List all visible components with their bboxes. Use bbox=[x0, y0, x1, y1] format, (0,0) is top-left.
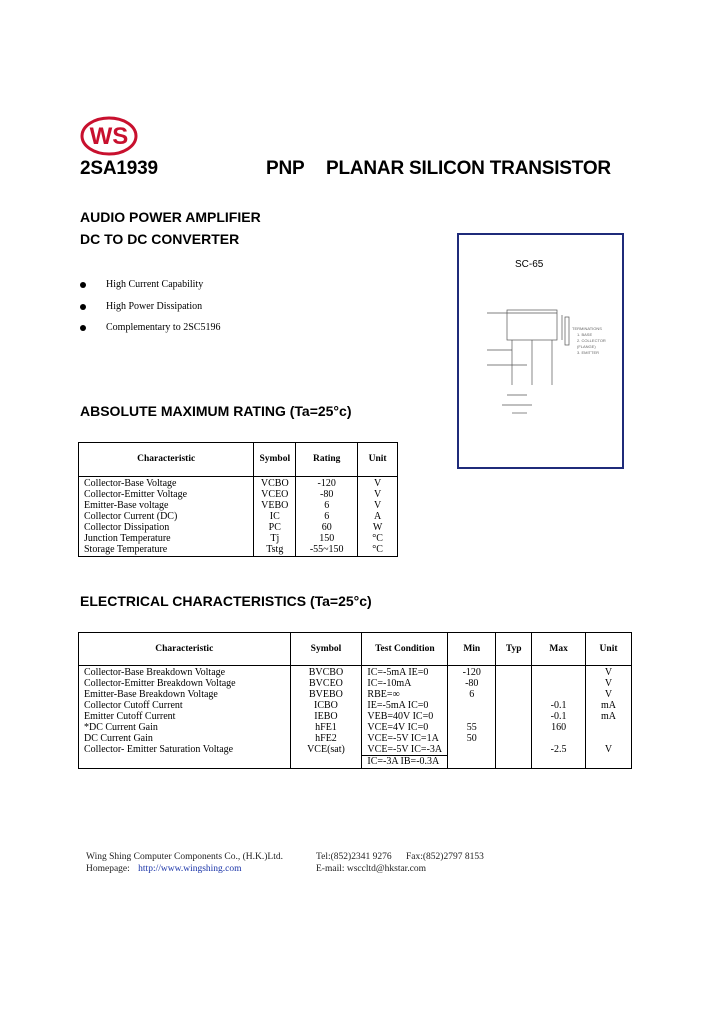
cell: V bbox=[586, 666, 632, 679]
elec-table bbox=[78, 632, 632, 769]
cell: IC=-10mA bbox=[362, 678, 448, 689]
footer-fax: Fax:(852)2797 8153 bbox=[406, 852, 484, 862]
bullet-icon bbox=[80, 282, 86, 288]
cell: Emitter Cutoff Current bbox=[79, 711, 291, 722]
table-row bbox=[79, 756, 632, 769]
cell bbox=[532, 756, 586, 769]
cell bbox=[532, 689, 586, 700]
cell: Tj bbox=[254, 533, 296, 544]
cell: 55 bbox=[448, 722, 496, 733]
cell: Collector Cutoff Current bbox=[79, 700, 291, 711]
cell: 160 bbox=[532, 722, 586, 733]
cell: Collector-Emitter Breakdown Voltage bbox=[79, 678, 291, 689]
column-header: Symbol bbox=[290, 633, 362, 666]
cell: IC=-3A IB=-0.3A bbox=[362, 756, 448, 769]
cell: BVCEO bbox=[290, 678, 362, 689]
footer-tel: Tel:(852)2341 9276 bbox=[316, 852, 392, 862]
company-logo bbox=[80, 116, 138, 156]
column-header: Unit bbox=[358, 443, 398, 477]
table-row bbox=[79, 722, 632, 733]
column-header: Max bbox=[532, 633, 586, 666]
cell: VEBO bbox=[254, 500, 296, 511]
table-row bbox=[79, 511, 398, 522]
package-name: SC-65 bbox=[515, 259, 544, 270]
table-row bbox=[79, 533, 398, 544]
cell: ICBO bbox=[290, 700, 362, 711]
cell: Collector-Base Voltage bbox=[79, 477, 254, 490]
cell: BVEBO bbox=[290, 689, 362, 700]
table-header-row bbox=[79, 443, 398, 477]
application-1: AUDIO POWER AMPLIFIER bbox=[80, 209, 261, 225]
cell: 60 bbox=[296, 522, 358, 533]
cell bbox=[532, 678, 586, 689]
cell: IEBO bbox=[290, 711, 362, 722]
column-header: Characteristic bbox=[79, 443, 254, 477]
cell bbox=[586, 733, 632, 744]
cell: VCE(sat) bbox=[290, 744, 362, 756]
cell: °C bbox=[358, 544, 398, 557]
cell: 6 bbox=[448, 689, 496, 700]
homepage-label: Homepage: bbox=[86, 864, 130, 874]
cell: -2.5 bbox=[532, 744, 586, 756]
cell: Collector- Emitter Saturation Voltage bbox=[79, 744, 291, 756]
package-outline-box bbox=[457, 233, 624, 469]
table-row bbox=[79, 689, 632, 700]
package-drawing-icon bbox=[467, 295, 617, 425]
table-row bbox=[79, 522, 398, 533]
cell bbox=[586, 722, 632, 733]
feature-item bbox=[80, 279, 203, 290]
cell: mA bbox=[586, 711, 632, 722]
cell: IC bbox=[254, 511, 296, 522]
cell: V bbox=[358, 489, 398, 500]
logo-text: WS bbox=[89, 123, 129, 150]
cell: V bbox=[586, 689, 632, 700]
cell: -80 bbox=[296, 489, 358, 500]
part-number: 2SA1939 bbox=[80, 158, 158, 179]
table-row bbox=[79, 733, 632, 744]
cell bbox=[448, 711, 496, 722]
column-header: Characteristic bbox=[79, 633, 291, 666]
cell: VCE=-5V IC=-3A bbox=[362, 744, 448, 756]
cell bbox=[79, 756, 291, 769]
cell: Storage Temperature bbox=[79, 544, 254, 557]
table-row bbox=[79, 489, 398, 500]
column-header: Unit bbox=[586, 633, 632, 666]
cell: VCE=-5V IC=1A bbox=[362, 733, 448, 744]
cell: BVCBO bbox=[290, 666, 362, 679]
abs-max-table bbox=[78, 442, 398, 557]
feature-text: High Power Dissipation bbox=[106, 301, 203, 312]
table-row bbox=[79, 544, 398, 557]
bullet-icon bbox=[80, 325, 86, 331]
footer-email[interactable]: E-mail: wsccltd@hkstar.com bbox=[316, 864, 427, 874]
svg-text:3. EMITTER: 3. EMITTER bbox=[577, 350, 600, 355]
cell bbox=[496, 678, 532, 689]
cell: V bbox=[586, 744, 632, 756]
cell: Collector Dissipation bbox=[79, 522, 254, 533]
cell bbox=[532, 733, 586, 744]
table-row bbox=[79, 666, 632, 679]
table-row bbox=[79, 500, 398, 511]
column-header: Typ bbox=[496, 633, 532, 666]
cell: -0.1 bbox=[532, 700, 586, 711]
feature-text: Complementary to 2SC5196 bbox=[106, 322, 221, 333]
cell: -120 bbox=[296, 477, 358, 490]
elec-title: ELECTRICAL CHARACTERISTICS (Ta=25°c) bbox=[80, 593, 372, 609]
table-row bbox=[79, 711, 632, 722]
cell bbox=[448, 756, 496, 769]
cell bbox=[496, 666, 532, 679]
cell: Emitter-Base voltage bbox=[79, 500, 254, 511]
cell: -80 bbox=[448, 678, 496, 689]
column-header: Min bbox=[448, 633, 496, 666]
column-header: Symbol bbox=[254, 443, 296, 477]
cell: VEB=40V IC=0 bbox=[362, 711, 448, 722]
cell: Emitter-Base Breakdown Voltage bbox=[79, 689, 291, 700]
cell: -0.1 bbox=[532, 711, 586, 722]
cell bbox=[496, 756, 532, 769]
cell: Junction Temperature bbox=[79, 533, 254, 544]
column-header: Test Condition bbox=[362, 633, 448, 666]
cell bbox=[496, 700, 532, 711]
cell: IE=-5mA IC=0 bbox=[362, 700, 448, 711]
application-2: DC TO DC CONVERTER bbox=[80, 231, 240, 247]
cell: °C bbox=[358, 533, 398, 544]
svg-text:2. COLLECTOR: 2. COLLECTOR bbox=[577, 338, 606, 343]
table-row bbox=[79, 744, 632, 756]
cell: VCE=4V IC=0 bbox=[362, 722, 448, 733]
cell: PC bbox=[254, 522, 296, 533]
table-row bbox=[79, 477, 398, 490]
cell: VCEO bbox=[254, 489, 296, 500]
cell: 50 bbox=[448, 733, 496, 744]
cell: DC Current Gain bbox=[79, 733, 291, 744]
abs-max-title: ABSOLUTE MAXIMUM RATING (Ta=25°c) bbox=[80, 403, 352, 419]
transistor-description: PLANAR SILICON TRANSISTOR bbox=[326, 158, 611, 179]
cell bbox=[496, 711, 532, 722]
ws-logo-icon bbox=[80, 116, 138, 156]
cell: hFE2 bbox=[290, 733, 362, 744]
feature-text: High Current Capability bbox=[106, 279, 204, 290]
cell bbox=[496, 744, 532, 756]
bullet-icon bbox=[80, 304, 86, 310]
column-header: Rating bbox=[296, 443, 358, 477]
cell: mA bbox=[586, 700, 632, 711]
cell bbox=[448, 744, 496, 756]
cell bbox=[448, 700, 496, 711]
svg-text:(FLANGE): (FLANGE) bbox=[577, 344, 596, 349]
table-row bbox=[79, 700, 632, 711]
table-row bbox=[79, 678, 632, 689]
cell bbox=[496, 689, 532, 700]
cell bbox=[290, 756, 362, 769]
table-header-row bbox=[79, 633, 632, 666]
cell: -55~150 bbox=[296, 544, 358, 557]
transistor-type: PNP bbox=[266, 158, 305, 179]
cell: W bbox=[358, 522, 398, 533]
cell: Collector-Emitter Voltage bbox=[79, 489, 254, 500]
cell: *DC Current Gain bbox=[79, 722, 291, 733]
cell: Collector Current (DC) bbox=[79, 511, 254, 522]
cell: V bbox=[358, 500, 398, 511]
footer-company: Wing Shing Computer Components Co., (H.K.)Ltd. bbox=[86, 852, 283, 862]
cell: 6 bbox=[296, 500, 358, 511]
cell: RBE=∞ bbox=[362, 689, 448, 700]
cell bbox=[586, 756, 632, 769]
homepage-link[interactable]: http://www.wingshing.com bbox=[138, 864, 242, 874]
svg-text:1. BASE: 1. BASE bbox=[577, 332, 593, 337]
cell: 150 bbox=[296, 533, 358, 544]
feature-item bbox=[80, 301, 202, 312]
footer-homepage bbox=[86, 864, 242, 874]
cell: hFE1 bbox=[290, 722, 362, 733]
cell: 6 bbox=[296, 511, 358, 522]
cell: Collector-Base Breakdown Voltage bbox=[79, 666, 291, 679]
cell: VCBO bbox=[254, 477, 296, 490]
cell bbox=[496, 722, 532, 733]
cell bbox=[532, 666, 586, 679]
cell: A bbox=[358, 511, 398, 522]
cell: V bbox=[586, 678, 632, 689]
cell: V bbox=[358, 477, 398, 490]
cell: IC=-5mA IE=0 bbox=[362, 666, 448, 679]
feature-item bbox=[80, 322, 220, 333]
svg-text:TERMINATIONS: TERMINATIONS bbox=[572, 326, 602, 331]
cell: Tstg bbox=[254, 544, 296, 557]
cell bbox=[496, 733, 532, 744]
cell: -120 bbox=[448, 666, 496, 679]
